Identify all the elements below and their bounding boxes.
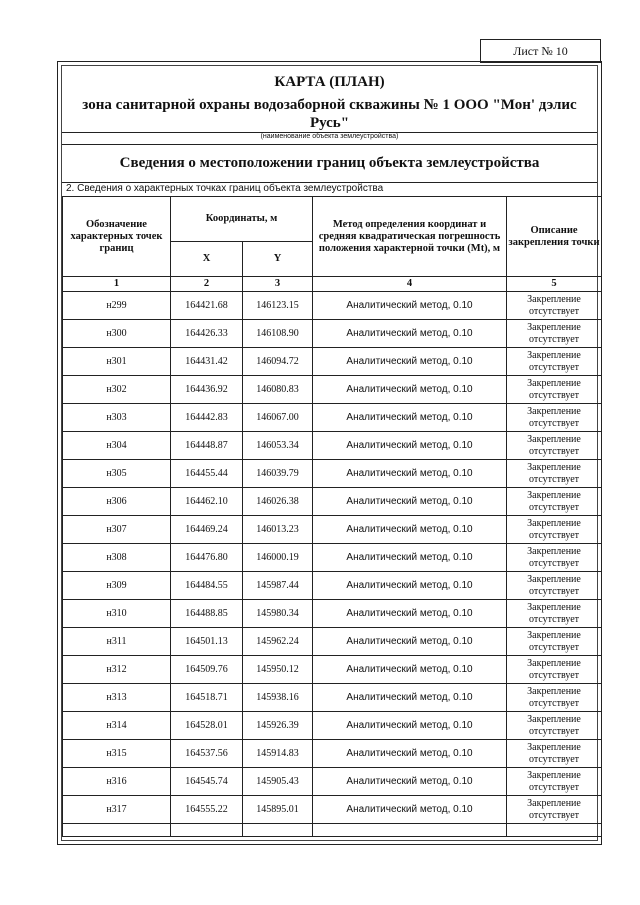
empty-cell <box>313 824 507 837</box>
x-coordinate-cell: 164455.44 <box>171 460 243 488</box>
y-coordinate-cell: 145980.34 <box>243 600 313 628</box>
y-coordinate-cell: 146000.19 <box>243 544 313 572</box>
fixing-cell: Закрепление отсутствует <box>507 656 602 684</box>
section-heading: Сведения о местоположении границ объекта землеустройства <box>62 144 597 183</box>
point-name-cell: н299 <box>63 292 171 320</box>
x-coordinate-cell: 164518.71 <box>171 684 243 712</box>
fixing-cell: Закрепление отсутствует <box>507 628 602 656</box>
points-table-body <box>63 292 602 837</box>
y-coordinate-cell: 146080.83 <box>243 376 313 404</box>
column-number: 3 <box>243 277 313 292</box>
point-name-cell: н303 <box>63 404 171 432</box>
fixing-cell: Закрепление отсутствует <box>507 348 602 376</box>
point-name-cell: н307 <box>63 516 171 544</box>
header-coordinates: Координаты, м <box>171 197 313 242</box>
point-name-cell: н308 <box>63 544 171 572</box>
table-row <box>63 572 602 600</box>
column-number: 1 <box>63 277 171 292</box>
method-cell: Аналитический метод, 0.10 <box>313 432 507 460</box>
column-number: 4 <box>313 277 507 292</box>
method-cell: Аналитический метод, 0.10 <box>313 796 507 824</box>
y-coordinate-cell: 145962.24 <box>243 628 313 656</box>
object-name: зона санитарной охраны водозаборной скважины № 1 ООО "Мон' дэлис Русь" <box>82 97 577 131</box>
header-method: Метод определения координат и средняя квадратическая погрешность положения характерной точки (Mt), м <box>313 197 507 277</box>
document-inner-frame <box>61 65 598 841</box>
x-coordinate-cell: 164448.87 <box>171 432 243 460</box>
method-cell: Аналитический метод, 0.10 <box>313 740 507 768</box>
table-row <box>63 628 602 656</box>
point-name-cell: н302 <box>63 376 171 404</box>
method-cell: Аналитический метод, 0.10 <box>313 488 507 516</box>
x-coordinate-cell: 164442.83 <box>171 404 243 432</box>
fixing-cell: Закрепление отсутствует <box>507 572 602 600</box>
empty-cell <box>507 824 602 837</box>
empty-cell <box>243 824 313 837</box>
fixing-cell: Закрепление отсутствует <box>507 684 602 712</box>
fixing-cell: Закрепление отсутствует <box>507 460 602 488</box>
point-name-cell: н316 <box>63 768 171 796</box>
table-row <box>63 292 602 320</box>
table-row <box>63 432 602 460</box>
point-name-cell: н306 <box>63 488 171 516</box>
table-row <box>63 320 602 348</box>
y-coordinate-cell: 146108.90 <box>243 320 313 348</box>
fixing-cell: Закрепление отсутствует <box>507 376 602 404</box>
header-x: X <box>171 242 243 277</box>
x-coordinate-cell: 164488.85 <box>171 600 243 628</box>
x-coordinate-cell: 164537.56 <box>171 740 243 768</box>
method-cell: Аналитический метод, 0.10 <box>313 600 507 628</box>
y-coordinate-cell: 145926.39 <box>243 712 313 740</box>
point-name-cell: н315 <box>63 740 171 768</box>
header-point-name: Обозначение характерных точек границ <box>63 197 171 277</box>
header-fixing: Описание закрепления точки <box>507 197 602 277</box>
method-cell: Аналитический метод, 0.10 <box>313 628 507 656</box>
table-row <box>63 460 602 488</box>
y-coordinate-cell: 146013.23 <box>243 516 313 544</box>
method-cell: Аналитический метод, 0.10 <box>313 572 507 600</box>
table-row <box>63 656 602 684</box>
fixing-cell: Закрепление отсутствует <box>507 712 602 740</box>
y-coordinate-cell: 146067.00 <box>243 404 313 432</box>
object-name-caption: (наименование объекта землеустройства) <box>260 133 399 140</box>
x-coordinate-cell: 164501.13 <box>171 628 243 656</box>
method-cell: Аналитический метод, 0.10 <box>313 404 507 432</box>
method-cell: Аналитический метод, 0.10 <box>313 460 507 488</box>
column-number: 2 <box>171 277 243 292</box>
y-coordinate-cell: 146039.79 <box>243 460 313 488</box>
fixing-cell: Закрепление отсутствует <box>507 740 602 768</box>
column-number: 5 <box>507 277 602 292</box>
x-coordinate-cell: 164476.80 <box>171 544 243 572</box>
x-coordinate-cell: 164431.42 <box>171 348 243 376</box>
page-title: КАРТА (ПЛАН) <box>274 74 385 90</box>
point-name-cell: н310 <box>63 600 171 628</box>
point-name-cell: н312 <box>63 656 171 684</box>
point-name-cell: н301 <box>63 348 171 376</box>
x-coordinate-cell: 164545.74 <box>171 768 243 796</box>
y-coordinate-cell: 146053.34 <box>243 432 313 460</box>
x-coordinate-cell: 164421.68 <box>171 292 243 320</box>
y-coordinate-cell: 145914.83 <box>243 740 313 768</box>
method-cell: Аналитический метод, 0.10 <box>313 684 507 712</box>
fixing-cell: Закрепление отсутствует <box>507 320 602 348</box>
x-coordinate-cell: 164509.76 <box>171 656 243 684</box>
y-coordinate-cell: 145987.44 <box>243 572 313 600</box>
table-row <box>63 376 602 404</box>
x-coordinate-cell: 164555.22 <box>171 796 243 824</box>
table-row <box>63 404 602 432</box>
table-row <box>63 740 602 768</box>
x-coordinate-cell: 164484.55 <box>171 572 243 600</box>
table-row <box>63 544 602 572</box>
x-coordinate-cell: 164469.24 <box>171 516 243 544</box>
document-frame <box>57 61 602 845</box>
fixing-cell: Закрепление отсутствует <box>507 432 602 460</box>
x-coordinate-cell: 164462.10 <box>171 488 243 516</box>
fixing-cell: Закрепление отсутствует <box>507 516 602 544</box>
table-row <box>63 488 602 516</box>
empty-row <box>63 824 602 837</box>
y-coordinate-cell: 146026.38 <box>243 488 313 516</box>
table-row <box>63 796 602 824</box>
point-name-cell: н309 <box>63 572 171 600</box>
fixing-cell: Закрепление отсутствует <box>507 600 602 628</box>
table-row <box>63 712 602 740</box>
y-coordinate-cell: 145938.16 <box>243 684 313 712</box>
y-coordinate-cell: 145895.01 <box>243 796 313 824</box>
method-cell: Аналитический метод, 0.10 <box>313 768 507 796</box>
sheet-number: Лист № 10 <box>480 39 601 63</box>
header-y: Y <box>243 242 313 277</box>
x-coordinate-cell: 164436.92 <box>171 376 243 404</box>
point-name-cell: н300 <box>63 320 171 348</box>
y-coordinate-cell: 146123.15 <box>243 292 313 320</box>
method-cell: Аналитический метод, 0.10 <box>313 712 507 740</box>
method-cell: Аналитический метод, 0.10 <box>313 656 507 684</box>
point-name-cell: н311 <box>63 628 171 656</box>
method-cell: Аналитический метод, 0.10 <box>313 516 507 544</box>
table-row <box>63 600 602 628</box>
fixing-cell: Закрепление отсутствует <box>507 796 602 824</box>
method-cell: Аналитический метод, 0.10 <box>313 292 507 320</box>
table-row <box>63 768 602 796</box>
fixing-cell: Закрепление отсутствует <box>507 404 602 432</box>
table-row <box>63 516 602 544</box>
table-row <box>63 684 602 712</box>
method-cell: Аналитический метод, 0.10 <box>313 376 507 404</box>
fixing-cell: Закрепление отсутствует <box>507 544 602 572</box>
fixing-cell: Закрепление отсутствует <box>507 768 602 796</box>
empty-cell <box>63 824 171 837</box>
point-name-cell: н304 <box>63 432 171 460</box>
point-name-cell: н314 <box>63 712 171 740</box>
points-table <box>62 196 602 837</box>
fixing-cell: Закрепление отсутствует <box>507 292 602 320</box>
method-cell: Аналитический метод, 0.10 <box>313 320 507 348</box>
y-coordinate-cell: 146094.72 <box>243 348 313 376</box>
point-name-cell: н313 <box>63 684 171 712</box>
x-coordinate-cell: 164528.01 <box>171 712 243 740</box>
method-cell: Аналитический метод, 0.10 <box>313 348 507 376</box>
empty-cell <box>171 824 243 837</box>
x-coordinate-cell: 164426.33 <box>171 320 243 348</box>
point-name-cell: н305 <box>63 460 171 488</box>
subsection-heading: 2. Сведения о характерных точках границ объекта землеустройства <box>66 183 384 194</box>
point-name-cell: н317 <box>63 796 171 824</box>
fixing-cell: Закрепление отсутствует <box>507 488 602 516</box>
method-cell: Аналитический метод, 0.10 <box>313 544 507 572</box>
y-coordinate-cell: 145905.43 <box>243 768 313 796</box>
y-coordinate-cell: 145950.12 <box>243 656 313 684</box>
table-row <box>63 348 602 376</box>
